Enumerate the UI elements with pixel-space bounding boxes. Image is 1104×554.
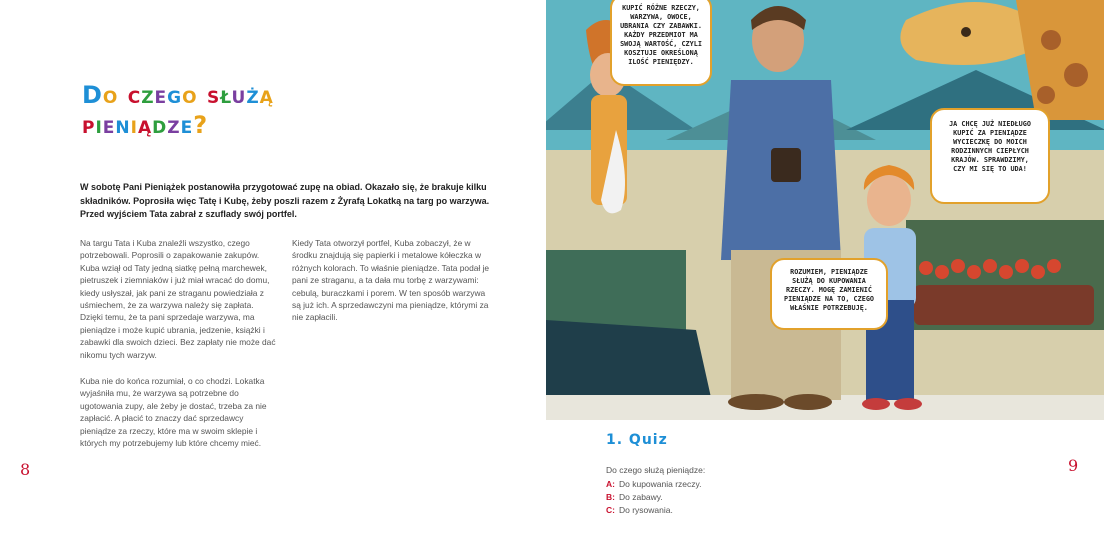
page-title [82,80,274,140]
intro-paragraph: W sobotę Pani Pieniążek postanowiła przygotować zupę na obiad. Okazało się, że brakuje kilku składników. Poprosiła więc Tatę i Kubę, żeby poszli razem z Żyrafą Lokatką na targ po warzywa. Przed wyjściem Tata zabrał z szuflady swój portfel. [80,182,490,220]
title-letter: e [180,111,194,139]
title-letter: o [182,81,198,109]
title-letter: z [167,111,181,139]
title-letter: n [115,111,131,139]
paragraph: Na targu Tata i Kuba znaleźli wszystko, czego potrzebowali. Poprosili o zapakowanie zakupów. Kuba wziął od Taty jedną siatkę pełną marchewek, pietruszek i ziemniaków i już miał wracać do domu, kiedy usłyszał, jak pani ze straganu powiedziała z uśmiechem, że za warzywa należy się zapłata. Dzięki temu, że ta pani sprzedaje warzywa, ma pieniądze i może kupić ubrania, jedzenie, książki i zabawki dla swoich dzieci. Bez zapłaty nie może dać nikomu tych warzyw. [80,238,276,360]
speech-bubble-dad: KUPIĆ RÓŻNE RZECZY, WARZYWA, OWOCE, UBRANIA CZY ZABAWKI. KAŻDY PRZEDMIOT MA SWOJĄ WARTOŚĆ, CZYLI KOSZTUJE OKREŚLONĄ ILOŚĆ PIENIĘDZY. [610,0,712,86]
title-letter: g [167,81,183,109]
quiz-question: Do czego służą pieniądze: [606,465,706,475]
title-letter: ą [259,81,274,109]
title-letter: u [231,81,247,109]
title-letter: e [154,81,168,109]
text-column-right [292,237,492,338]
title-letter [198,81,207,109]
title-letter: e [102,111,116,139]
title-letter: z [141,81,155,109]
title-letter: s [206,81,221,109]
title-letter [118,81,127,109]
title-letter: o [102,81,119,109]
quiz-options [606,478,702,517]
title-letter: p [82,111,96,139]
title-letter: i [130,111,138,139]
title-letter: c [127,81,142,109]
title-line-2 [82,110,274,140]
title-letter: ł [220,81,232,109]
text-column-left [80,237,276,464]
speech-bubble-giraffe: JA CHCĘ JUŻ NIEDŁUGO KUPIĆ ZA PIENIĄDZE WYCIECZKĘ DO MOICH RODZINNYCH CIEPŁYCH KRAJÓW. SPRAWDZIMY, CZY MI SIĘ TO UDA! [930,108,1050,204]
page-number-right: 9 [1068,456,1079,475]
title-line-1 [82,80,274,110]
market-illustration [546,0,1104,420]
speech-bubble-boy: ROZUMIEM, PIENIĄDZE SŁUŻĄ DO KUPOWANIA RZECZY. MOGĘ ZAMIENIĆ PIENIĄDZE NA TO, CZEGO WŁAŚNIE POTRZEBUJĘ. [770,258,888,330]
quiz-option-a[interactable]: A: Do kupowania rzeczy. [606,479,702,489]
title-letter: i [95,111,103,139]
title-letter: ż [246,81,260,109]
left-page [0,0,546,554]
page-number-left: 8 [20,460,31,479]
quiz-option-c[interactable]: C: Do rysowania. [606,505,673,515]
title-letter: d [152,111,168,139]
quiz-title: 1. Quiz [606,432,668,448]
title-letter: ? [193,111,209,139]
quiz-option-b[interactable]: B: Do zabawy. [606,492,663,502]
title-letter: D [82,81,103,109]
paragraph: Kuba nie do końca rozumiał, o co chodzi. Lokatka wyjaśniła mu, że warzywa są potrzebne do ugotowania zupy, ale żeby je dostać, trzeba za nie zapłacić. A płacić to znaczy dać sprzedawcy pieniądze za rzeczy, które ma w swoim sklepie i których my potrzebujemy lub które chcemy mieć. [80,376,267,449]
title-letter: ą [137,111,153,139]
paragraph: Kiedy Tata otworzył portfel, Kuba zobaczył, że w środku znajdują się papierki i metalowe kółeczka w różnych kolorach. To właśnie pieniądze. Tata podał je pani ze straganu, a ta dała mu torbę z warzywami: cebulą, buraczkami i porem. W ten sposób warzywa są już ich. A sprzedawczyni ma pieniądze, którymi za nie zapłacili. [292,238,490,323]
